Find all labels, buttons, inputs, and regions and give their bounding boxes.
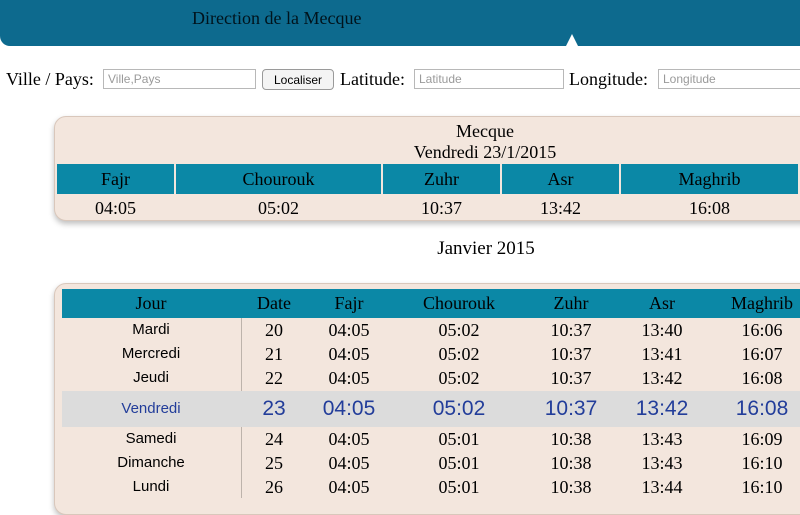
month-header-fajr: Fajr bbox=[334, 293, 364, 313]
month-header-zuhr: Zuhr bbox=[553, 293, 589, 313]
cell-date: 24 bbox=[265, 429, 283, 449]
cell-maghrib: 16:09 bbox=[741, 429, 783, 449]
month-header-jour: Jour bbox=[135, 293, 167, 313]
cell-asr: 13:42 bbox=[635, 397, 689, 420]
month-header-maghrib: Maghrib bbox=[731, 293, 793, 313]
today-header-asr: Asr bbox=[502, 164, 619, 194]
cell-zuhr: 10:37 bbox=[550, 320, 592, 340]
cell-chourouk: 05:02 bbox=[438, 344, 480, 364]
month-header-date: Date bbox=[257, 293, 291, 313]
today-time-zuhr: 10:37 bbox=[420, 198, 462, 218]
today-header-chourouk: Chourouk bbox=[176, 164, 381, 194]
cell-zuhr: 10:37 bbox=[544, 397, 598, 420]
location-search-row bbox=[0, 67, 800, 93]
table-row bbox=[62, 366, 800, 390]
today-time-asr: 13:42 bbox=[539, 198, 581, 218]
cell-jour: Jeudi bbox=[133, 369, 169, 386]
cell-fajr: 04:05 bbox=[328, 429, 370, 449]
month-header-asr: Asr bbox=[649, 293, 675, 313]
top-tab-bar bbox=[0, 0, 800, 46]
today-time-chourouk: 05:02 bbox=[257, 198, 299, 218]
city-input[interactable] bbox=[103, 69, 256, 89]
monthly-table-header bbox=[62, 289, 800, 318]
month-title: Janvier 2015 bbox=[437, 238, 535, 259]
cell-chourouk: 05:01 bbox=[438, 453, 480, 473]
cell-maghrib: 16:10 bbox=[741, 453, 783, 473]
locate-button[interactable]: Localiser bbox=[262, 69, 334, 90]
latitude-input[interactable] bbox=[414, 69, 564, 89]
qibla-direction-tab[interactable]: Direction de la Mecque bbox=[192, 8, 362, 28]
cell-zuhr: 10:37 bbox=[550, 344, 592, 364]
cell-date: 21 bbox=[265, 344, 283, 364]
cell-maghrib: 16:10 bbox=[741, 477, 783, 497]
today-time-fajr: 04:05 bbox=[94, 198, 136, 218]
table-row bbox=[62, 342, 800, 366]
today-header-fajr: Fajr bbox=[57, 164, 174, 194]
cell-zuhr: 10:37 bbox=[550, 368, 592, 388]
cell-asr: 13:42 bbox=[641, 368, 683, 388]
month-header-chourouk: Chourouk bbox=[423, 293, 495, 313]
today-date: Vendredi 23/1/2015 bbox=[413, 142, 557, 162]
today-header-maghrib: Maghrib bbox=[621, 164, 798, 194]
cell-maghrib: 16:06 bbox=[741, 320, 783, 340]
cell-asr: 13:41 bbox=[641, 344, 683, 364]
cell-date: 25 bbox=[265, 453, 283, 473]
today-time-maghrib: 16:08 bbox=[688, 198, 730, 218]
cell-chourouk: 05:01 bbox=[438, 429, 480, 449]
cell-fajr: 04:05 bbox=[328, 368, 370, 388]
cell-chourouk: 05:02 bbox=[432, 397, 486, 420]
today-header-zuhr: Zuhr bbox=[383, 164, 500, 194]
longitude-input[interactable] bbox=[658, 69, 800, 89]
cell-jour: Samedi bbox=[125, 430, 177, 447]
cell-zuhr: 10:38 bbox=[550, 453, 592, 473]
cell-asr: 13:43 bbox=[641, 429, 683, 449]
table-row bbox=[62, 451, 800, 475]
cell-fajr: 04:05 bbox=[322, 397, 376, 420]
cell-chourouk: 05:02 bbox=[438, 368, 480, 388]
cell-jour: Lundi bbox=[132, 478, 170, 495]
cell-jour: Mercredi bbox=[121, 345, 181, 362]
cell-jour: Mardi bbox=[132, 321, 170, 338]
cell-maghrib: 16:08 bbox=[741, 368, 783, 388]
cell-date: 20 bbox=[265, 320, 283, 340]
cell-fajr: 04:05 bbox=[328, 320, 370, 340]
cell-maghrib: 16:08 bbox=[735, 397, 789, 420]
table-row bbox=[62, 475, 800, 499]
cell-asr: 13:44 bbox=[641, 477, 683, 497]
cell-jour: Dimanche bbox=[117, 454, 185, 471]
table-row bbox=[62, 427, 800, 451]
cell-asr: 13:43 bbox=[641, 453, 683, 473]
table-row bbox=[62, 318, 800, 342]
cell-asr: 13:40 bbox=[641, 320, 683, 340]
cell-fajr: 04:05 bbox=[328, 344, 370, 364]
cell-maghrib: 16:07 bbox=[741, 344, 783, 364]
table-row-current-day bbox=[62, 391, 800, 427]
today-prayer-card bbox=[54, 116, 800, 221]
longitude-label: Longitude: bbox=[569, 69, 648, 89]
cell-zuhr: 10:38 bbox=[550, 477, 592, 497]
cell-jour: Vendredi bbox=[121, 400, 181, 417]
cell-fajr: 04:05 bbox=[328, 453, 370, 473]
latitude-label: Latitude: bbox=[340, 69, 405, 89]
cell-zuhr: 10:38 bbox=[550, 429, 592, 449]
tab-indicator bbox=[566, 34, 578, 46]
cell-chourouk: 05:02 bbox=[438, 320, 480, 340]
cell-date: 26 bbox=[265, 477, 283, 497]
cell-chourouk: 05:01 bbox=[438, 477, 480, 497]
today-city: Mecque bbox=[456, 121, 514, 141]
cell-fajr: 04:05 bbox=[328, 477, 370, 497]
cell-date: 23 bbox=[262, 397, 286, 420]
city-label: Ville / Pays: bbox=[6, 69, 94, 89]
cell-date: 22 bbox=[265, 368, 283, 388]
